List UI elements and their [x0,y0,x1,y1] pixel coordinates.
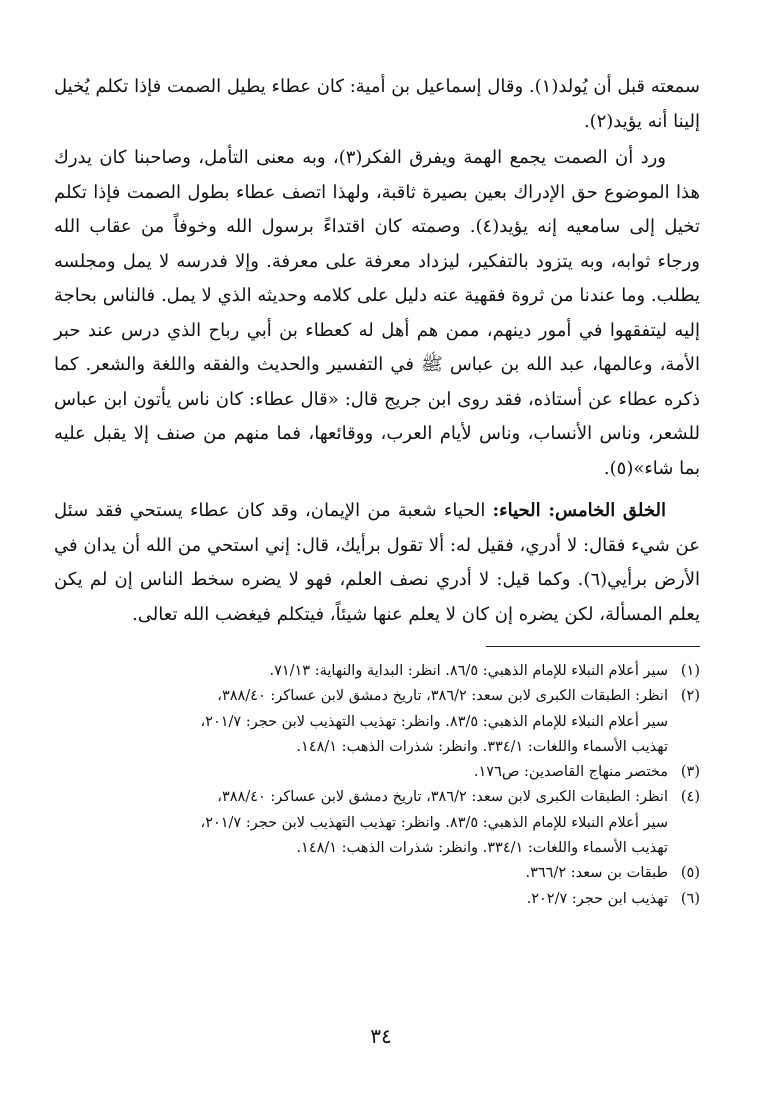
main-text [54,70,700,632]
section-heading: الخلق الخامس: الحياء: [492,500,667,521]
footnote-6 [54,887,700,912]
footnote-line: تهذيب الأسماء واللغات: ٣٣٤/١. وانظر: شذرات الذهب: ١٤٨/١. [296,840,668,857]
page-number: ٣٤ [370,1024,392,1048]
footnote-line: تهذيب الأسماء واللغات: ٣٣٤/١. وانظر: شذرات الذهب: ١٤٨/١. [296,738,668,755]
footnote-number: (٤) [680,789,700,806]
footnote-line: سير أعلام النبلاء للإمام الذهبي: ٨٣/٥. وانظر: تهذيب التهذيب لابن حجر: ٢٠١/٧، [200,814,668,831]
footnote-line: انظر: الطبقات الكبرى لابن سعد: ٣٨٦/٢، تاريخ دمشق لابن عساكر: ٣٨٨/٤٠، [217,789,668,806]
footnote-line: سير أعلام النبلاء للإمام الذهبي: ٨٣/٥. وانظر: تهذيب التهذيب لابن حجر: ٢٠١/٧، [200,713,668,730]
footnote-separator [486,646,700,647]
footnote-5 [54,861,700,886]
footnote-number: (١) [680,663,700,679]
footnote-line: سير أعلام النبلاء للإمام الذهبي: ٨٦/٥. انظر: البداية والنهاية: ٧١/١٣. [269,663,668,679]
section-paragraph [54,494,700,632]
paragraph-2: ورد أن الصمت يجمع الهمة ويفرق الفكر(٣)، وبه معنى التأمل، وصاحبنا كان يدرك هذا الموضوع حق الإدراك بعين بصيرة ثاقبة، ولهذا اتصف عطاء بطول الصمت فإذا تكلم تخيل إلى سامعيه إنه يؤيد(٤). وصمته كان اقتداءً برسول الله وخوفاً من عقاب الله ورجاء ثوابه، وبه يتزود بالتفكير، ليزداد معرفة على معرفة. وإلا فدرسه لا يمل ومجلسه يطلب. وما عندنا من ثروة فقهية عنه دليل على كلامه وحديثه الذي لا يمل. فالناس بحاجة إليه ليتفقهوا في أمور دينهم، ممن هم أهل له كعطاء بن أبي رباح الذي درس عند حبر الأمة، وعالمها، عبد الله بن عباس ﷺ في التفسير والحديث والفقه واللغة والشعر. كما ذكره عطاء عن أستاذه، فقد روى ابن جريج قال: «قال عطاء: كان ناس يأتون ابن عباس للشعر، وناس الأنساب، وناس لأيام العرب، ووقائعها، فما منهم من صنف إلا يقبل عليه بما شاء»(٥). [54,147,700,479]
footnote-3 [54,760,700,785]
footnote-line: تهذيب ابن حجر: ٢٠٢/٧. [526,890,668,907]
footnote-number: (٢) [680,688,700,705]
section-text: الحياء شعبة من الإيمان، وقد كان عطاء يستحي فقد سئل عن شيء فقال: لا أدري، فقيل له: ألا تقول برأيك، قال: إني استحي من الله أن يدان في الأرض برأيي(٦). وكما قيل: لا أدري نصف العلم، فهو لا يضره سخط الناس إن لم يكن يعلم المسألة، لكن يضره إن كان لا يعلم عنها شيئاً، فيتكلم فيغضب الله تعالى. [54,500,700,625]
paragraph-1: سمعته قبل أن يُولد(١). وقال إسماعيل بن أمية: كان عطاء يطيل الصمت فإذا تكلم يُخيل إلينا أنه يؤيد(٢). [54,76,701,132]
footnote-line: مختصر منهاج القاصدين: ص١٧٦. [473,764,668,781]
footnote-number: (٥) [680,865,700,882]
footnote-line: طبقات بن سعد: ٣٦٦/٢. [525,865,668,882]
footnote-1 [54,659,700,684]
footnote-2 [54,684,700,760]
footnote-4 [54,785,700,861]
footnote-number: (٣) [680,764,700,781]
footnotes [54,659,700,912]
footnote-line: انظر: الطبقات الكبرى لابن سعد: ٣٨٦/٢، تاريخ دمشق لابن عساكر: ٣٨٨/٤٠، [217,688,668,705]
footnote-number: (٦) [680,890,700,907]
